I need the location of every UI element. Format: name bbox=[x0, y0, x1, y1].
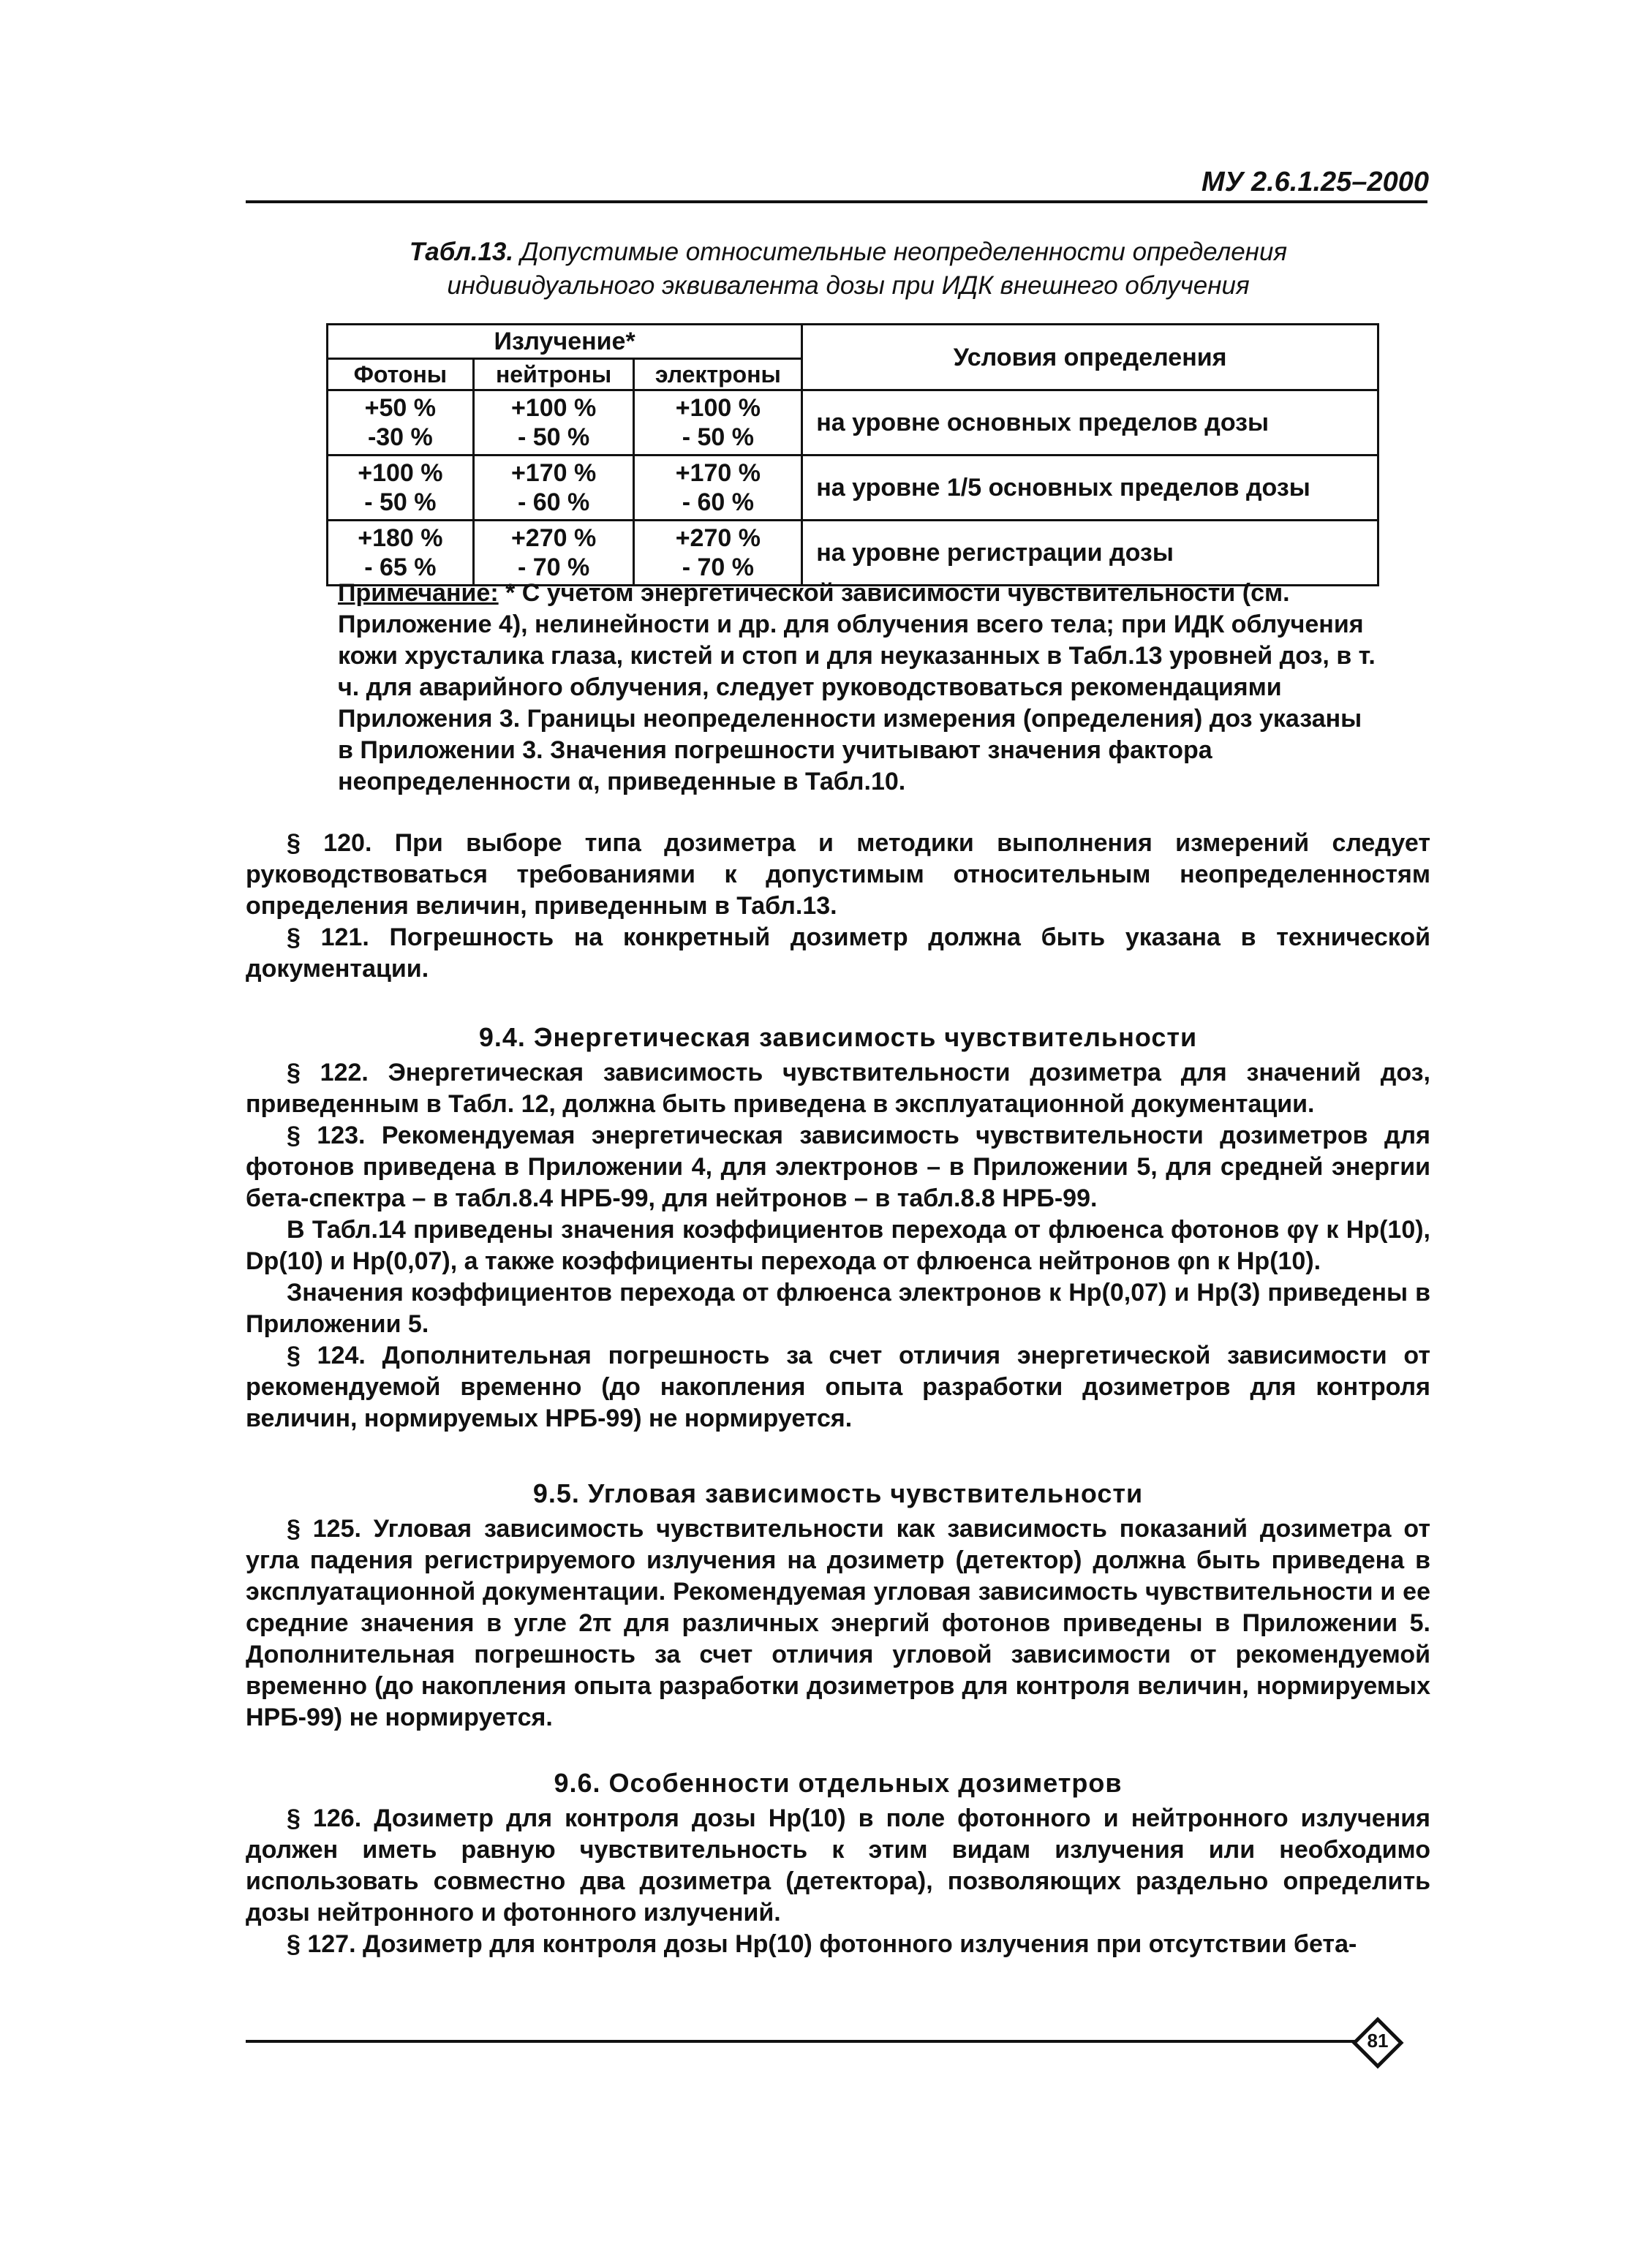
note-label: Примечание: bbox=[338, 579, 499, 607]
paragraph: В Табл.14 приведены значения коэффициентов перехода от флюенса фотонов φγ к Hр(10), Dр(10) и Hр(0,07), а также коэффициенты перехода от флюенса нейтронов φn к Hр(10). bbox=[246, 1216, 1430, 1275]
paragraph: § 124. Дополнительная погрешность за счет отличия энергетической зависимости от рекомендуемой временно (до накопления опыта разработки дозиметров для контроля величин, нормируемых НРБ-99) не нормируется. bbox=[246, 1342, 1430, 1432]
table-note bbox=[338, 578, 1376, 798]
cell-photons: +50 % -30 % bbox=[328, 390, 474, 456]
footer-rule bbox=[246, 2040, 1357, 2043]
table-row bbox=[328, 521, 1378, 586]
cell-condition: на уровне 1/5 основных пределов дозы bbox=[802, 456, 1378, 521]
cell-electrons: +270 % - 70 % bbox=[634, 521, 802, 586]
section-9-6-body bbox=[246, 1803, 1430, 1960]
paragraph: § 127. Дозиметр для контроля дозы Hр(10) фотонного излучения при отсутствии бета- bbox=[287, 1930, 1357, 1958]
condition-header: Условия определения bbox=[802, 325, 1378, 390]
cell-condition: на уровне регистрации дозы bbox=[802, 521, 1378, 586]
section-9-4-body bbox=[246, 1057, 1430, 1434]
section-title-9-6: 9.6. Особенности отдельных дозиметров bbox=[554, 1768, 1123, 1798]
column-header-electrons: электроны bbox=[634, 359, 802, 390]
cell-neutrons: +270 % - 70 % bbox=[473, 521, 634, 586]
paragraph: § 121. Погрешность на конкретный дозиметр должна быть указана в технической документации. bbox=[246, 923, 1430, 983]
paragraphs-block-a bbox=[246, 828, 1430, 985]
column-header-neutrons: нейтроны bbox=[473, 359, 634, 390]
radiation-group-header: Излучение* bbox=[328, 325, 802, 359]
page-number: 81 bbox=[1367, 2030, 1389, 2052]
column-header-photons: Фотоны bbox=[328, 359, 474, 390]
table-caption-text: Допустимые относительные неопределенности определения индивидуального эквивалента дозы при ИДК внешнего облучения bbox=[447, 238, 1288, 300]
section-9-5-body bbox=[246, 1513, 1430, 1734]
cell-photons: +100 % - 50 % bbox=[328, 456, 474, 521]
paragraph: § 125. Угловая зависимость чувствительности как зависимость показаний дозиметра от угла падения регистрируемого излучения на дозиметр (детектор) должна быть приведена в эксплуатационной документации. Рекомендуемая угловая зависимость чувствительности и ее средние значения в угле 2π для различных энергий фотонов приведены в Приложении 5. Дополнительная погрешность за счет отличия угловой зависимости от рекомендуемой временно (до накопления опыта разработки дозиметров для контроля величин, нормируемых НРБ-99) не нормируется. bbox=[246, 1515, 1430, 1731]
paragraph: § 123. Рекомендуемая энергетическая зависимость чувствительности дозиметров для фотонов приведена в Приложении 4, для электронов – в Приложении 5, для средней энергии бета-спектра – в табл.8.4 НРБ-99, для нейтронов – в табл.8.8 НРБ-99. bbox=[246, 1122, 1430, 1212]
cell-electrons: +170 % - 60 % bbox=[634, 456, 802, 521]
paragraph: Значения коэффициентов перехода от флюенса электронов к Hр(0,07) и Hр(3) приведены в Приложении 5. bbox=[246, 1279, 1430, 1338]
table-caption bbox=[322, 235, 1375, 303]
header-rule bbox=[246, 200, 1427, 203]
paragraph: § 120. При выборе типа дозиметра и методики выполнения измерений следует руководствоваться требованиями к допустимым относительным неопределенностям определения величин, приведенным в Табл.13. bbox=[246, 829, 1430, 920]
document-code: МУ 2.6.1.25–2000 bbox=[1201, 167, 1429, 197]
section-title-9-4: 9.4. Энергетическая зависимость чувствительности bbox=[478, 1022, 1198, 1052]
cell-condition: на уровне основных пределов дозы bbox=[802, 390, 1378, 456]
cell-neutrons: +100 % - 50 % bbox=[473, 390, 634, 456]
cell-neutrons: +170 % - 60 % bbox=[473, 456, 634, 521]
cell-photons: +180 % - 65 % bbox=[328, 521, 474, 586]
table-caption-prefix: Табл.13. bbox=[409, 238, 514, 266]
table-row bbox=[328, 456, 1378, 521]
table-row bbox=[328, 390, 1378, 456]
uncertainty-table bbox=[326, 323, 1379, 586]
cell-electrons: +100 % - 50 % bbox=[634, 390, 802, 456]
note-text: * С учетом энергетической зависимости чувствительности (см. Приложение 4), нелинейности и др. для облучения всего тела; при ИДК облучения кожи хрусталика глаза, кистей и стоп и для неуказанных в Табл.13 уровней доз, в т. ч. для аварийного облучения, следует руководствоваться рекомендациями Приложения 3. Границы неопределенности измерения (определения) доз указаны в Приложении 3. Значения погрешности учитывают значения фактора неопределенности α, приведенные в Табл.10. bbox=[338, 579, 1376, 795]
paragraph: § 126. Дозиметр для контроля дозы Hр(10) в поле фотонного и нейтронного излучения должен иметь равную чувствительность к этим видам излучения или необходимо использовать совместно два дозиметра (детектора), позволяющих раздельно определить дозы нейтронного и фотонного излучений. bbox=[246, 1804, 1430, 1927]
paragraph: § 122. Энергетическая зависимость чувствительности дозиметра для значений доз, приведенным в Табл. 12, должна быть приведена в эксплуатационной документации. bbox=[246, 1059, 1430, 1118]
section-title-9-5: 9.5. Угловая зависимость чувствительности bbox=[532, 1478, 1144, 1508]
